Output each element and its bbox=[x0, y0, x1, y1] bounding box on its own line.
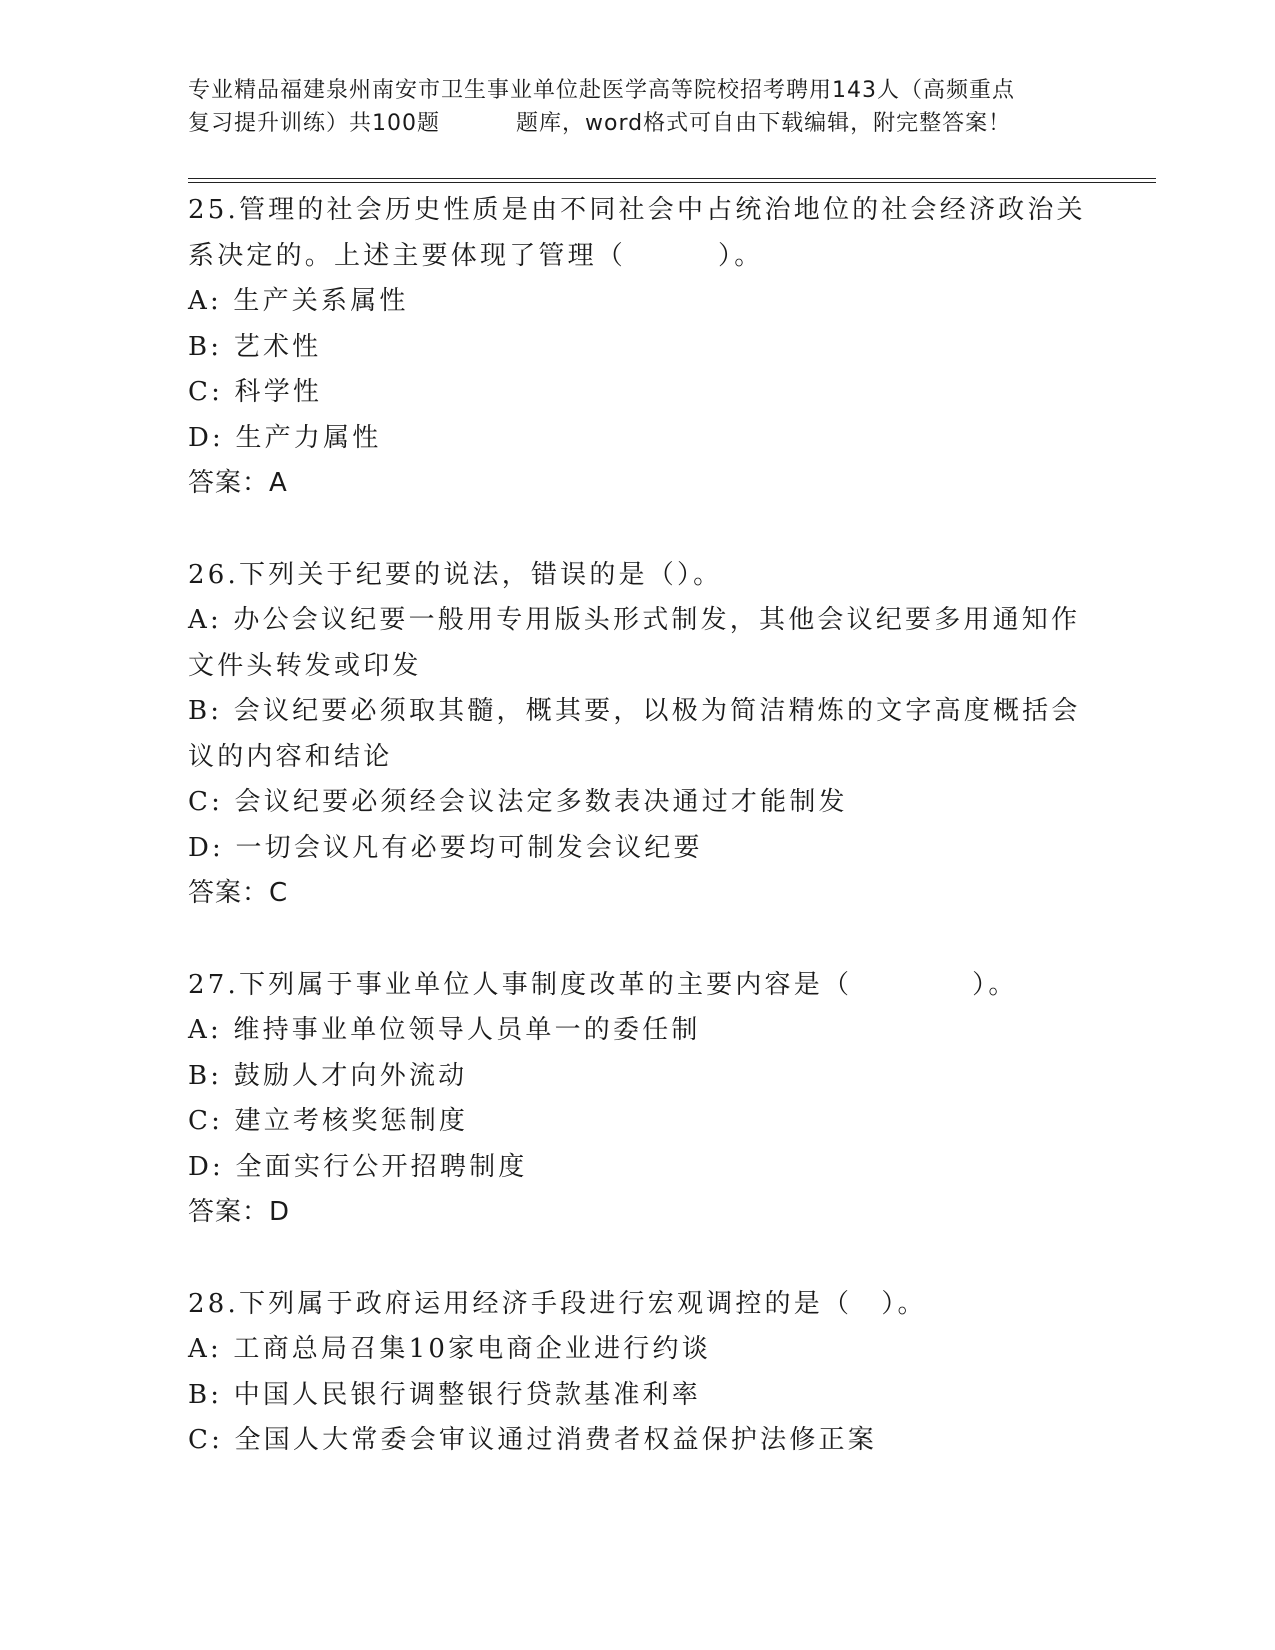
header-divider-top bbox=[188, 178, 1156, 179]
option-d bbox=[188, 416, 1088, 462]
option-c bbox=[188, 1418, 1088, 1464]
answer-key: 答案：D bbox=[188, 1197, 291, 1227]
option-b bbox=[188, 1373, 1088, 1419]
option-label: D: bbox=[188, 422, 225, 453]
option-label: A: bbox=[188, 1334, 222, 1364]
question-27 bbox=[188, 963, 1088, 1236]
question-26 bbox=[188, 553, 1088, 917]
option-a bbox=[188, 1327, 1088, 1373]
option-label: C: bbox=[188, 1425, 224, 1455]
question-stem-part: 27.下列属于事业单位人事制度改革的主要内容是（ bbox=[188, 969, 853, 1000]
question-stem: 28.下列属于政府运用经济手段进行宏观调控的是（ ）。 bbox=[188, 1288, 927, 1319]
option-label: B: bbox=[188, 696, 223, 726]
option-text: 中国人民银行调整银行贷款基准利率 bbox=[233, 1379, 701, 1410]
option-label: C: bbox=[188, 787, 224, 817]
option-text: 办公会议纪要一般用专用版头形式制发，其他会议纪要多用通知作 bbox=[233, 605, 1081, 635]
question-stem: 26.下列关于纪要的说法，错误的是（）。 bbox=[188, 559, 723, 590]
option-text: 艺术性 bbox=[233, 331, 322, 362]
option-label: A: bbox=[188, 605, 222, 635]
option-d bbox=[188, 1145, 1088, 1191]
option-text: 工商总局召集10家电商企业进行约谈 bbox=[233, 1334, 711, 1364]
option-label: B: bbox=[188, 1379, 223, 1410]
question-stem-part: ）。 bbox=[718, 240, 764, 271]
header-line-1: 专业精品福建泉州南安市卫生事业单位赴医学高等院校招考聘用143人（高频重点 bbox=[188, 78, 1015, 103]
option-b bbox=[188, 1054, 1088, 1100]
option-a bbox=[188, 279, 1088, 325]
option-text: 会议纪要必须经会议法定多数表决通过才能制发 bbox=[234, 787, 848, 817]
option-a-continued: 文件头转发或印发 bbox=[188, 650, 422, 681]
option-a bbox=[188, 598, 1088, 644]
question-stem-part: 系决定的。上述主要体现了管理（ bbox=[188, 240, 627, 271]
option-c bbox=[188, 370, 1088, 416]
option-text: 生产力属性 bbox=[235, 422, 382, 453]
option-text: 建立考核奖惩制度 bbox=[234, 1106, 469, 1136]
option-label: D: bbox=[188, 832, 225, 863]
question-stem bbox=[188, 963, 1088, 1009]
option-label: B: bbox=[188, 1060, 223, 1091]
question-25 bbox=[188, 188, 1088, 507]
document-header bbox=[188, 74, 1088, 140]
option-c bbox=[188, 1099, 1088, 1145]
option-text: 全国人大常委会审议通过消费者权益保护法修正案 bbox=[234, 1425, 877, 1455]
header-line-2 bbox=[188, 107, 1088, 140]
option-d bbox=[188, 826, 1088, 872]
option-text: 鼓励人才向外流动 bbox=[233, 1060, 468, 1091]
option-label: C: bbox=[188, 377, 224, 407]
option-text: 生产关系属性 bbox=[233, 286, 409, 316]
option-c bbox=[188, 780, 1088, 826]
option-text: 全面实行公开招聘制度 bbox=[235, 1151, 528, 1182]
option-text: 会议纪要必须取其髓，概其要，以极为简洁精炼的文字高度概括会 bbox=[233, 696, 1081, 726]
option-label: C: bbox=[188, 1106, 224, 1136]
option-label: D: bbox=[188, 1151, 225, 1182]
header-line-2-part-1: 复习提升训练）共100题 bbox=[188, 111, 440, 136]
option-text: 维持事业单位领导人员单一的委任制 bbox=[233, 1015, 701, 1045]
option-text: 科学性 bbox=[234, 377, 323, 407]
question-stem-continued bbox=[188, 234, 1088, 280]
option-label: A: bbox=[188, 1015, 222, 1045]
question-stem-part: ）。 bbox=[972, 969, 1018, 1000]
header-line-2-part-2: 题库，word格式可自由下载编辑，附完整答案！ bbox=[516, 111, 1012, 136]
option-b bbox=[188, 325, 1088, 371]
answer-key: 答案：C bbox=[188, 878, 289, 908]
option-b-continued: 议的内容和结论 bbox=[188, 741, 393, 772]
option-a bbox=[188, 1008, 1088, 1054]
question-stem: 25.管理的社会历史性质是由不同社会中占统治地位的社会经济政治关 bbox=[188, 195, 1086, 225]
option-label: B: bbox=[188, 331, 223, 362]
option-text: 一切会议凡有必要均可制发会议纪要 bbox=[235, 832, 703, 863]
question-28 bbox=[188, 1282, 1088, 1464]
option-label: A: bbox=[188, 286, 222, 316]
header-divider-bottom bbox=[188, 182, 1156, 183]
question-list bbox=[188, 188, 1088, 1510]
option-b bbox=[188, 689, 1088, 735]
answer-key: 答案：A bbox=[188, 468, 288, 498]
